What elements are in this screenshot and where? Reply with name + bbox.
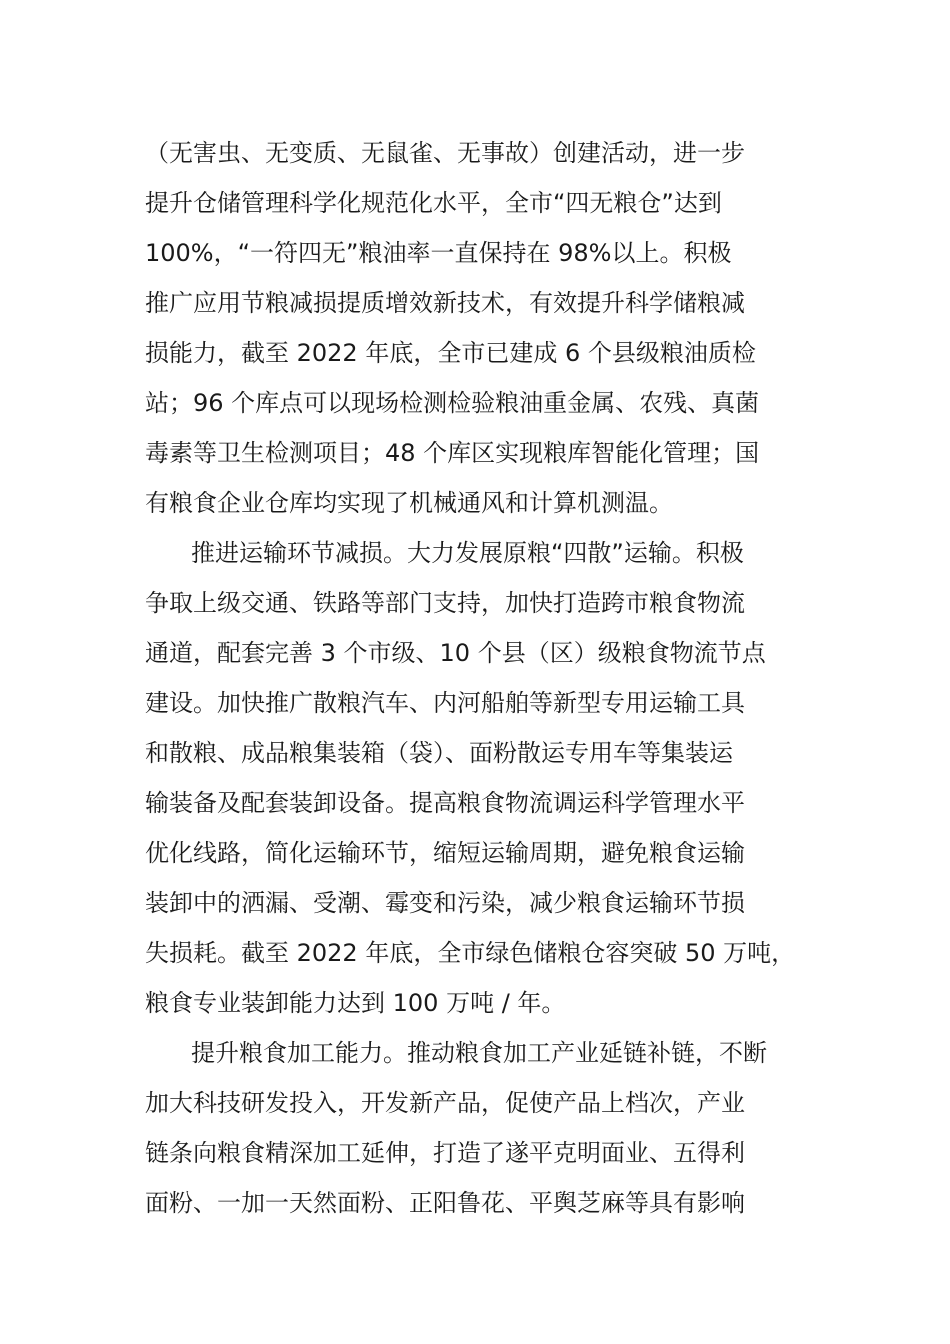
text-line: 粮食专业装卸能力达到 100 万吨 / 年。 [145, 989, 566, 1017]
text-line: 面粉、一加一天然面粉、正阳鲁花、平舆芝麻等具有影响 [145, 1189, 745, 1217]
text-line: 100%，“一符四无”粮油率一直保持在 98%以上。积极 [145, 239, 732, 267]
text-line: 链条向粮食精深加工延伸，打造了遂平克明面业、五得利 [145, 1139, 745, 1167]
paragraph-transport [145, 528, 825, 1028]
document-body [145, 128, 825, 1228]
text-line: 争取上级交通、铁路等部门支持，加快打造跨市粮食物流 [145, 589, 745, 617]
text-line: 站；96 个库点可以现场检测检验粮油重金属、农残、真菌 [145, 389, 760, 417]
text-line: 毒素等卫生检测项目；48 个库区实现粮库智能化管理；国 [145, 439, 760, 467]
text-line: 输装备及配套装卸设备。提高粮食物流调运科学管理水平 [145, 789, 745, 817]
text-line: 优化线路，简化运输环节，缩短运输周期，避免粮食运输 [145, 839, 745, 867]
text-line: 提升仓储管理科学化规范化水平，全市“四无粮仓”达到 [145, 189, 722, 217]
paragraph-processing [145, 1028, 825, 1228]
text-line: 失损耗。截至 2022 年底，全市绿色储粮仓容突破 50 万吨， [145, 939, 796, 967]
paragraph-storage [145, 128, 825, 528]
text-line: （无害虫、无变质、无鼠雀、无事故）创建活动，进一步 [145, 139, 745, 167]
text-line: 提升粮食加工能力。推动粮食加工产业延链补链，不断 [191, 1039, 767, 1067]
text-line: 装卸中的洒漏、受潮、霉变和污染，减少粮食运输环节损 [145, 889, 745, 917]
text-line: 推广应用节粮减损提质增效新技术，有效提升科学储粮减 [145, 289, 745, 317]
text-line: 通道，配套完善 3 个市级、10 个县（区）级粮食物流节点 [145, 639, 766, 667]
text-line: 有粮食企业仓库均实现了机械通风和计算机测温。 [145, 489, 673, 517]
text-line: 损能力，截至 2022 年底，全市已建成 6 个县级粮油质检 [145, 339, 756, 367]
text-line: 推进运输环节减损。大力发展原粮“四散”运输。积极 [191, 539, 744, 567]
text-line: 建设。加快推广散粮汽车、内河船舶等新型专用运输工具 [145, 689, 745, 717]
text-line: 和散粮、成品粮集装箱（袋）、面粉散运专用车等集装运 [145, 739, 733, 767]
text-line: 加大科技研发投入，开发新产品，促使产品上档次，产业 [145, 1089, 745, 1117]
